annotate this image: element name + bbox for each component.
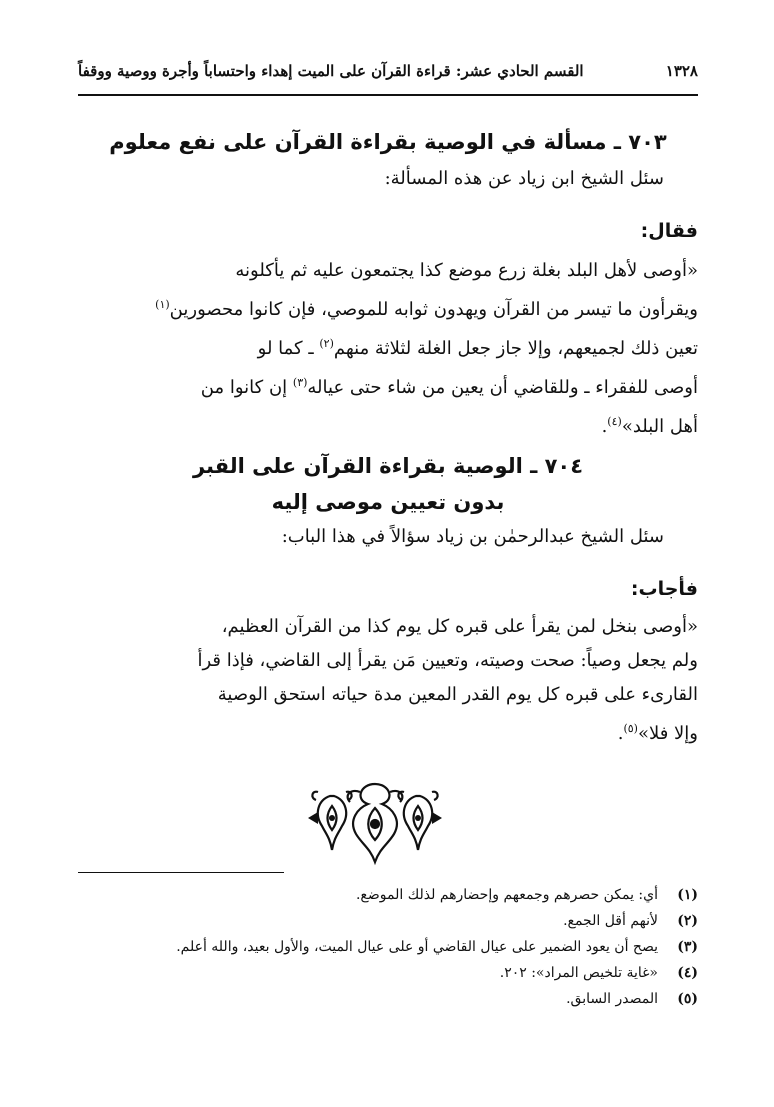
header-rule bbox=[78, 94, 698, 96]
text-line: القارىء على قبره كل يوم القدر المعين مدة حياته استحق الوصية bbox=[217, 684, 698, 705]
footnote-item bbox=[78, 960, 698, 986]
footnote-mark: (٢) bbox=[319, 337, 334, 350]
section-703-intro: سئل الشيخ ابن زياد عن هذه المسألة: bbox=[384, 168, 664, 189]
section-704-intro: سئل الشيخ عبدالرحمٰن بن زياد سؤالاً في هذا الباب: bbox=[281, 526, 664, 547]
section-704-heading-line2: بدون تعيين موصى إليه bbox=[271, 490, 505, 514]
footnote-mark: (٣) bbox=[292, 376, 308, 389]
footnote-item bbox=[78, 882, 698, 908]
running-title: القسم الحادي عشر: قراءة القرآن على الميت إهداء واحتساباً وأجرة ووصية ووقفاً bbox=[78, 62, 584, 80]
text-line: ولم يجعل وصياً: صحت وصيته، وتعيين مَن يقرأ إلى القاضي، فإذا قرأ bbox=[197, 650, 698, 671]
footnote-mark: (٥) bbox=[623, 722, 638, 735]
footnote-rule bbox=[78, 872, 284, 873]
footnote-mark: (١) bbox=[155, 298, 170, 311]
footnote-number: (٣) bbox=[677, 939, 698, 955]
section-704-heading bbox=[78, 448, 698, 520]
text-line: أوصى للفقراء ـ وللقاضي أن يعين من شاء حتى عياله$^{(٣)}$ إن كانوا من bbox=[200, 376, 698, 398]
floral-ornament-icon bbox=[300, 778, 450, 866]
footnote-text: لأنهم أقل الجمع. bbox=[563, 913, 658, 929]
footnotes bbox=[78, 882, 698, 1012]
footnote-text: «غاية تلخيص المراد»: ٢٠٢. bbox=[499, 965, 658, 981]
footnote-number: (٥) bbox=[677, 991, 698, 1007]
footnote-number: (٤) bbox=[677, 965, 698, 981]
footnote-number: (١) bbox=[677, 887, 698, 903]
section-703-text bbox=[78, 254, 698, 444]
text-line: تعين ذلك لجميعهم، وإلا جاز جعل الغلة لثلاثة منهم$^{(٢)}$ ـ كما لو bbox=[257, 337, 698, 359]
section-704-answer-label: فأجاب: bbox=[630, 578, 698, 600]
footnote-item bbox=[78, 934, 698, 960]
text-line: أهل البلد»$^{(٤)}$. bbox=[601, 415, 698, 437]
text-line: «أوصى لأهل البلد بغلة زرع موضع كذا يجتمعون عليه ثم يأكلونه bbox=[235, 260, 698, 281]
footnote-item bbox=[78, 986, 698, 1012]
footnote-mark: (٤) bbox=[607, 415, 622, 428]
footnote-item bbox=[78, 908, 698, 934]
page-header bbox=[78, 62, 698, 88]
text-line: وإلا فلا»$^{(٥)}$. bbox=[617, 722, 698, 744]
section-703-answer-label: فقال: bbox=[640, 220, 698, 242]
footnote-number: (٢) bbox=[677, 913, 698, 929]
footnote-text: أي: يمكن حصرهم وجمعهم وإحضارهم لذلك الموضع. bbox=[355, 887, 658, 903]
text-line: «أوصى بنخل لمن يقرأ على قبره كل يوم كذا من القرآن العظيم، bbox=[221, 616, 698, 637]
footnote-text: المصدر السابق. bbox=[566, 991, 658, 1007]
text-line: ويقرأون ما تيسر من القرآن ويهدون ثوابه للموصي، فإن كانوا محصورين$^{(١)}$ bbox=[155, 298, 698, 320]
section-704-text bbox=[78, 610, 698, 751]
section-703-heading: ٧٠٣ ـ مسألة في الوصية بقراءة القرآن على نفع معلوم bbox=[109, 130, 667, 154]
page-number: ١٣٢٨ bbox=[665, 62, 698, 80]
section-704-heading-line1: ٧٠٤ ـ الوصية بقراءة القرآن على القبر bbox=[192, 454, 584, 478]
footnote-text: يصح أن يعود الضمير على عيال القاضي أو على عيال الميت، والأول بعيد، والله أعلم. bbox=[176, 939, 658, 955]
